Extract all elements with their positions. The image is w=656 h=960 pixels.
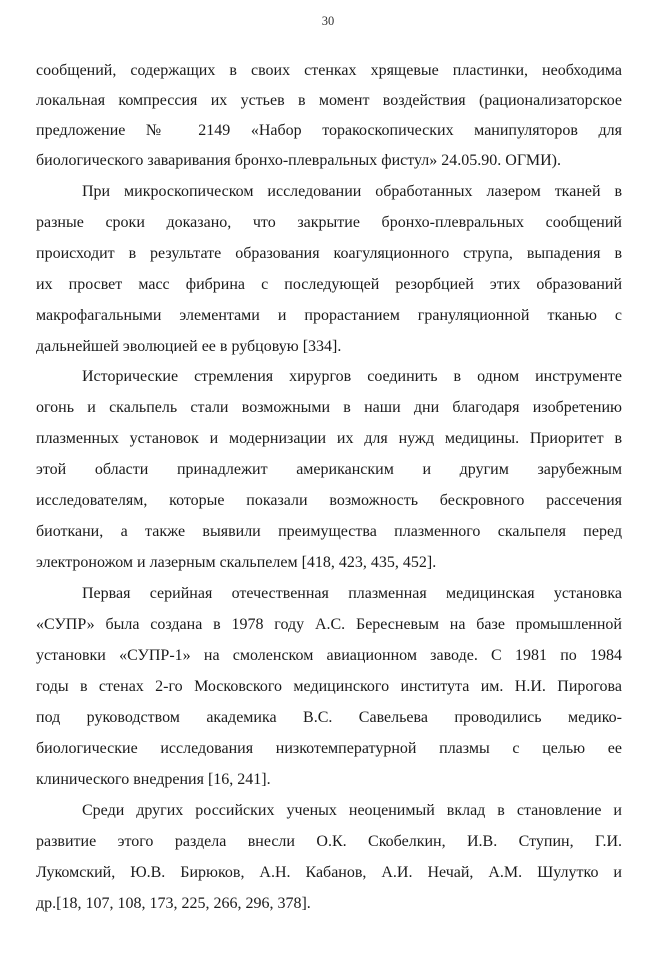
text-line: дальнейшей эволюцией ее в рубцовую [334].: [36, 338, 342, 355]
text-line: годы в стенах 2-го Московского медицинского института им. Н.И. Пирогова: [36, 678, 622, 695]
text-line: разные сроки доказано, что закрытие бронхо-плевральных сообщений: [36, 214, 622, 231]
text-line: биологические исследования низкотемпературной плазмы с целью ее: [36, 740, 622, 757]
text-line: под руководством академика В.С. Савельева проводились медико-: [36, 709, 622, 726]
text-line: сообщений, содержащих в своих стенках хрящевые пластинки, необходима: [36, 62, 622, 79]
page-number: 30: [321, 14, 335, 28]
text-line: Первая серийная отечественная плазменная медицинская установка: [82, 585, 622, 602]
text-line: установки «СУПР-1» на смоленском авиационном заводе. С 1981 по 1984: [36, 647, 622, 664]
text-line: биоткани, а также выявили преимущества плазменного скальпеля перед: [36, 523, 622, 540]
text-line: «СУПР» была создана в 1978 году А.С. Бересневым на базе промышленной: [36, 616, 622, 633]
text-line: биологического заваривания бронхо-плевральных фистул» 24.05.90. ОГМИ).: [36, 152, 561, 169]
text-line: др.[18, 107, 108, 173, 225, 266, 296, 378].: [36, 895, 311, 912]
text-line: исследователям, которые показали возможность бескровного рассечения: [36, 492, 622, 509]
text-line: их просвет масс фибрина с последующей резорбцией этих образований: [36, 276, 622, 293]
text-line: развитие этого раздела внесли О.К. Скобелкин, И.В. Ступин, Г.И.: [36, 833, 622, 850]
text-line: При микроскопическом исследовании обработанных лазером тканей в: [82, 183, 622, 200]
text-line: Лукомский, Ю.В. Бирюков, А.Н. Кабанов, А.И. Нечай, А.М. Шулутко и: [36, 864, 622, 881]
text-line: клинического внедрения [16, 241].: [36, 771, 271, 788]
text-line: Среди других российских ученых неоценимый вклад в становление и: [82, 802, 622, 819]
text-line: Исторические стремления хирургов соединить в одном инструменте: [82, 368, 622, 385]
text-line: этой области принадлежит американским и другим зарубежным: [36, 461, 622, 478]
text-line: плазменных установок и модернизации их для нужд медицины. Приоритет в: [36, 430, 622, 447]
text-line: локальная компрессия их устьев в момент воздействия (рационализаторское: [36, 92, 622, 109]
text-line: предложение № 2149 «Набор торакоскопических манипуляторов для: [36, 122, 622, 139]
text-line: электроножом и лазерным скальпелем [418, 423, 435, 452].: [36, 554, 437, 571]
text-line: огонь и скальпель стали возможными в наши дни благодаря изобретению: [36, 399, 622, 416]
text-line: макрофагальными элементами и прорастанием грануляционной тканью с: [36, 307, 622, 324]
text-line: происходит в результате образования коагуляционного струпа, выпадения в: [36, 245, 622, 262]
